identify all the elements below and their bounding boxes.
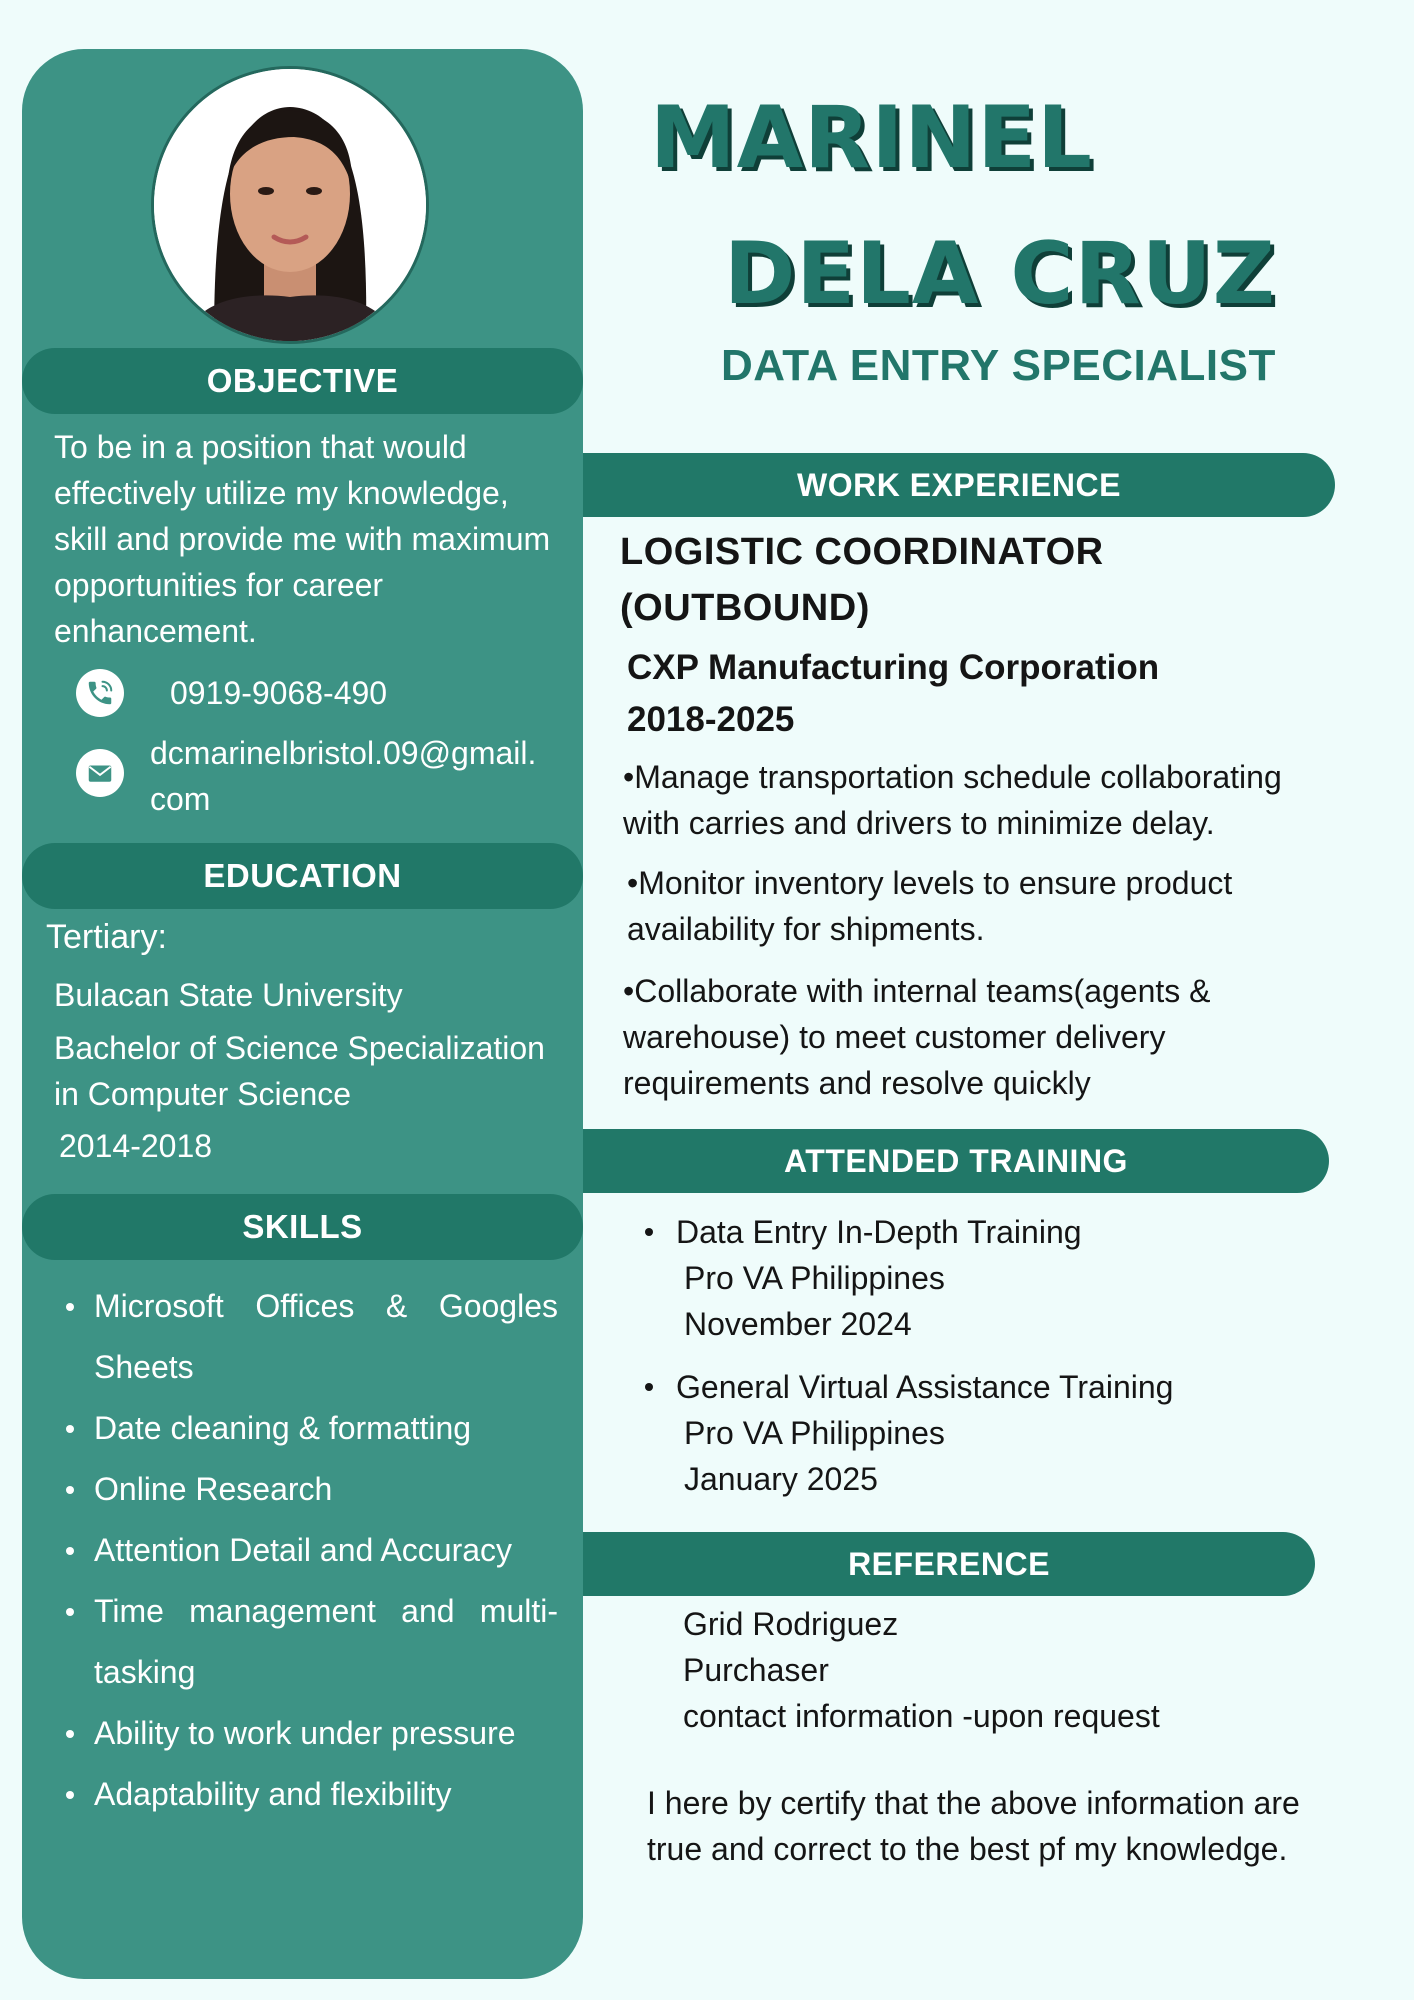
skill-item: Adaptability and flexibility xyxy=(58,1764,558,1825)
objective-line: opportunities for career xyxy=(54,567,384,603)
email-icon xyxy=(76,749,124,797)
reference-name: Grid Rodriguez xyxy=(683,1606,899,1642)
education-years: 2014-2018 xyxy=(59,1128,213,1164)
email-line: dcmarinelbristol.09@gmail. xyxy=(150,735,537,771)
education-school: Bulacan State University xyxy=(54,977,403,1013)
training-date: January 2025 xyxy=(684,1461,878,1497)
training-name: Data Entry In-Depth Training xyxy=(676,1214,1082,1250)
degree-line: in Computer Science xyxy=(54,1076,352,1112)
training-heading: ATTENDED TRAINING xyxy=(583,1129,1329,1193)
email-line: com xyxy=(150,781,211,817)
education-degree xyxy=(54,1025,545,1117)
work-years: 2018-2025 xyxy=(627,700,795,739)
skill-item: Attention Detail and Accuracy xyxy=(58,1520,558,1581)
skill-item: Date cleaning & formatting xyxy=(58,1398,558,1459)
training-item xyxy=(676,1364,1173,1502)
phone-icon xyxy=(76,669,124,717)
objective-line: To be in a position that would xyxy=(54,429,467,465)
education-heading: EDUCATION xyxy=(22,843,583,909)
work-bullet: •Monitor inventory levels to ensure product availability for shipments. xyxy=(627,865,1233,947)
skills-list xyxy=(58,1276,558,1825)
profile-photo xyxy=(151,66,429,344)
reference-contact: contact information -upon request xyxy=(683,1698,1160,1734)
reference-heading: REFERENCE xyxy=(583,1532,1315,1596)
training-item xyxy=(676,1209,1082,1347)
profile-photo-illustration xyxy=(154,69,426,341)
company-name: CXP Manufacturing Corporation xyxy=(627,648,1160,687)
degree-line: Bachelor of Science Specialization xyxy=(54,1030,545,1066)
training-bullet-icon xyxy=(645,1383,653,1391)
objective-heading: OBJECTIVE xyxy=(22,348,583,414)
job-title: DATA ENTRY SPECIALIST xyxy=(721,341,1276,390)
training-bullet-icon xyxy=(645,1228,653,1236)
certification-statement: I here by certify that the above information are true and correct to the best pf my knowledge. xyxy=(647,1785,1300,1867)
last-name: DELA CRUZ xyxy=(724,224,1276,324)
first-name: MARINEL xyxy=(650,88,1093,188)
training-name: General Virtual Assistance Training xyxy=(676,1369,1174,1405)
reference-position: Purchaser xyxy=(683,1652,829,1688)
work-company xyxy=(627,642,1159,746)
skill-item: Time management and multi-tasking xyxy=(58,1581,558,1703)
work-role xyxy=(620,524,1104,636)
objective-text xyxy=(54,424,574,654)
objective-line: enhancement. xyxy=(54,613,257,649)
reference-details xyxy=(683,1601,1160,1739)
work-bullet: •Manage transportation schedule collaborating with carries and drivers to minimize delay. xyxy=(623,759,1282,841)
skill-item: Microsoft Offices & Googles Sheets xyxy=(58,1276,558,1398)
email-address[interactable] xyxy=(150,730,536,822)
work-experience-heading: WORK EXPERIENCE xyxy=(583,453,1335,517)
training-date: November 2024 xyxy=(684,1306,912,1342)
training-provider: Pro VA Philippines xyxy=(684,1260,945,1296)
role-line: LOGISTIC COORDINATOR xyxy=(620,531,1104,573)
skill-item: Ability to work under pressure xyxy=(58,1703,558,1764)
objective-line: skill and provide me with maximum xyxy=(54,521,551,557)
education-level: Tertiary: xyxy=(46,918,167,956)
objective-line: effectively utilize my knowledge, xyxy=(54,475,509,511)
work-bullet: •Collaborate with internal teams(agents & warehouse) to meet customer delivery requirements and resolve quickly xyxy=(623,973,1211,1101)
skills-heading: SKILLS xyxy=(22,1194,583,1260)
training-provider: Pro VA Philippines xyxy=(684,1415,945,1451)
role-line: (OUTBOUND) xyxy=(620,587,870,629)
phone-number[interactable]: 0919-9068-490 xyxy=(170,675,388,711)
skill-item: Online Research xyxy=(58,1459,558,1520)
